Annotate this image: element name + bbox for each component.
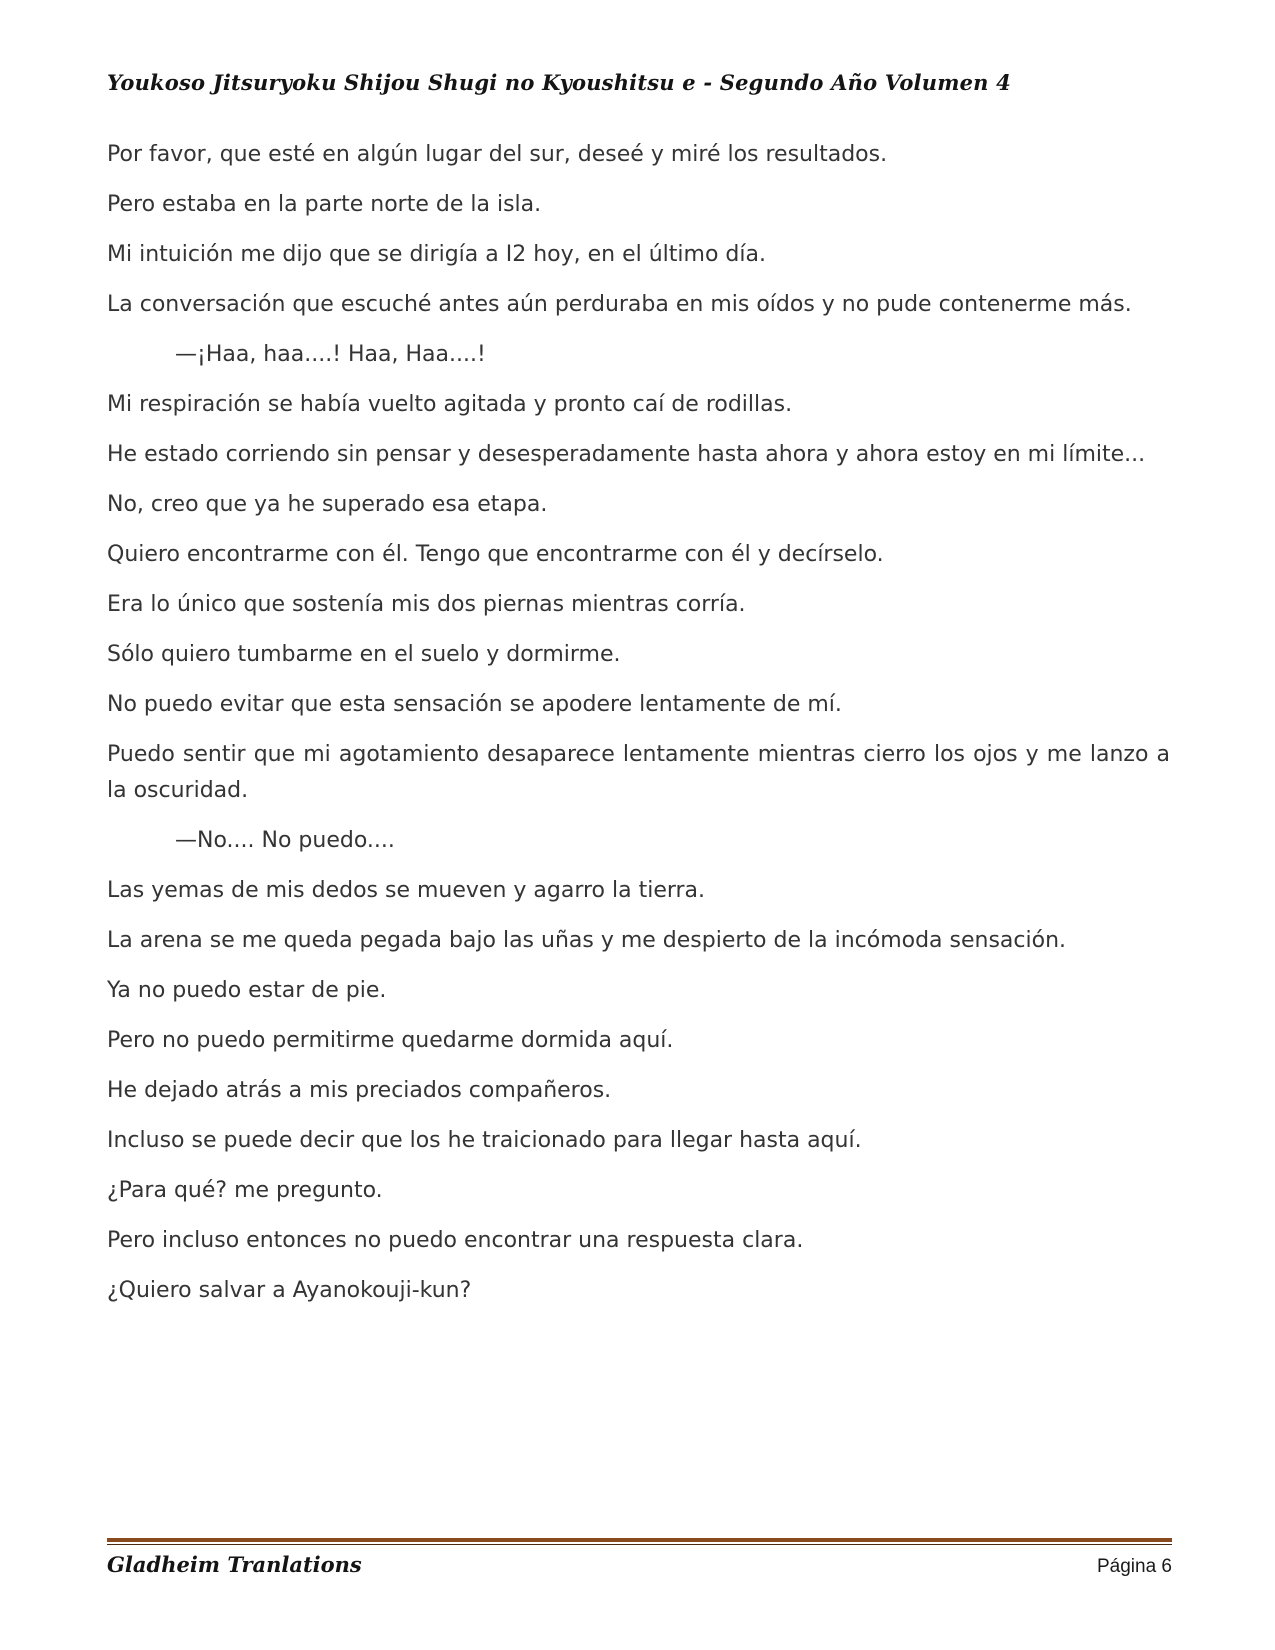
paragraph: La arena se me queda pegada bajo las uñas y me despierto de la incómoda sensación. bbox=[107, 928, 1067, 953]
paragraph: Pero estaba en la parte norte de la isla. bbox=[107, 192, 542, 217]
paragraph: Pero incluso entonces no puedo encontrar una respuesta clara. bbox=[107, 1228, 804, 1253]
footer-rule-thick bbox=[107, 1538, 1172, 1542]
paragraph: Mi intuición me dijo que se dirigía a I2 hoy, en el último día. bbox=[107, 242, 766, 267]
paragraph: —¡Haa, haa....! Haa, Haa....! bbox=[175, 342, 486, 367]
paragraph: —No.... No puedo.... bbox=[175, 828, 395, 853]
header-title: Youkoso Jitsuryoku Shijou Shugi no Kyoushitsu e - Segundo Año Volumen 4 bbox=[107, 70, 1011, 95]
paragraph: ¿Para qué? me pregunto. bbox=[107, 1178, 383, 1203]
paragraph: ¿Quiero salvar a Ayanokouji-kun? bbox=[107, 1278, 472, 1303]
paragraph: Puedo sentir que mi agotamiento desaparece lentamente mientras cierro los ojos y me lanzo a la oscuridad. bbox=[107, 742, 1170, 803]
paragraph: Incluso se puede decir que los he traicionado para llegar hasta aquí. bbox=[107, 1128, 862, 1153]
paragraph: No, creo que ya he superado esa etapa. bbox=[107, 492, 548, 517]
paragraph: Era lo único que sostenía mis dos piernas mientras corría. bbox=[107, 592, 746, 617]
paragraph: Sólo quiero tumbarme en el suelo y dormirme. bbox=[107, 642, 621, 667]
footer-row bbox=[107, 1552, 1172, 1578]
paragraph: No puedo evitar que esta sensación se apodere lentamente de mí. bbox=[107, 692, 842, 717]
paragraph: La conversación que escuché antes aún perduraba en mis oídos y no pude contenerme más. bbox=[107, 292, 1132, 317]
footer-page-number: Página 6 bbox=[1096, 1556, 1172, 1577]
paragraph: He dejado atrás a mis preciados compañeros. bbox=[107, 1078, 612, 1103]
paragraph: Ya no puedo estar de pie. bbox=[107, 978, 387, 1003]
paragraph: Pero no puedo permitirme quedarme dormida aquí. bbox=[107, 1028, 674, 1053]
paragraph: Por favor, que esté en algún lugar del sur, deseé y miré los resultados. bbox=[107, 142, 888, 167]
body-paragraphs bbox=[0, 95, 1275, 1309]
page-header bbox=[0, 0, 1275, 95]
paragraph: Las yemas de mis dedos se mueven y agarro la tierra. bbox=[107, 878, 706, 903]
paragraph: Mi respiración se había vuelto agitada y pronto caí de rodillas. bbox=[107, 392, 793, 417]
page-footer bbox=[107, 1538, 1172, 1578]
footer-rule-thin bbox=[107, 1544, 1172, 1545]
footer-translator-credit: Gladheim Tranlations bbox=[107, 1552, 362, 1577]
paragraph: He estado corriendo sin pensar y desesperadamente hasta ahora y ahora estoy en mi límite... bbox=[107, 442, 1146, 467]
paragraph: Quiero encontrarme con él. Tengo que encontrarme con él y decírselo. bbox=[107, 542, 884, 567]
